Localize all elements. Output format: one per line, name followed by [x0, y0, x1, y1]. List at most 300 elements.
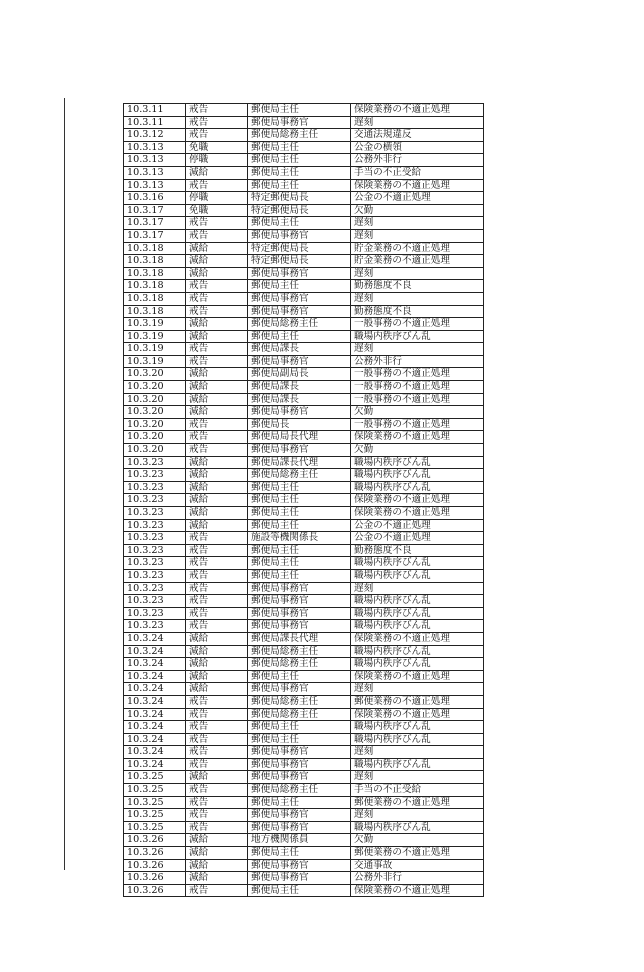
action-cell: 減給 — [186, 771, 248, 784]
table-row — [124, 318, 484, 331]
date-cell: 10.3.23 — [124, 620, 186, 633]
date-cell: 10.3.24 — [124, 733, 186, 746]
date-cell: 10.3.19 — [124, 318, 186, 331]
action-cell: 戒告 — [186, 104, 248, 117]
position-cell: 郵便局主任 — [248, 733, 351, 746]
reason-cell: 勤務態度不良 — [351, 305, 484, 318]
action-cell: 戒告 — [186, 721, 248, 734]
action-cell: 減給 — [186, 658, 248, 671]
reason-cell: 職場内秩序びん乱 — [351, 645, 484, 658]
action-cell: 減給 — [186, 683, 248, 696]
table-row — [124, 658, 484, 671]
action-cell: 減給 — [186, 469, 248, 482]
reason-cell: 保険業務の不適正処理 — [351, 884, 484, 897]
action-cell: 戒告 — [186, 884, 248, 897]
table-row — [124, 519, 484, 532]
position-cell: 郵便局事務官 — [248, 809, 351, 822]
position-cell: 郵便局主任 — [248, 796, 351, 809]
reason-cell: 遅刻 — [351, 582, 484, 595]
table-row — [124, 847, 484, 860]
date-cell: 10.3.24 — [124, 721, 186, 734]
table-row — [124, 368, 484, 381]
table-row — [124, 557, 484, 570]
reason-cell: 一般事務の不適正処理 — [351, 393, 484, 406]
table-row — [124, 532, 484, 545]
table-row — [124, 456, 484, 469]
action-cell: 減給 — [186, 393, 248, 406]
action-cell: 戒告 — [186, 607, 248, 620]
reason-cell: 保険業務の不適正処理 — [351, 179, 484, 192]
action-cell: 戒告 — [186, 292, 248, 305]
position-cell: 郵便局主任 — [248, 166, 351, 179]
table-row — [124, 821, 484, 834]
reason-cell: 遅刻 — [351, 343, 484, 356]
date-cell: 10.3.24 — [124, 708, 186, 721]
table-row — [124, 381, 484, 394]
position-cell: 郵便局主任 — [248, 544, 351, 557]
reason-cell: 手当の不正受給 — [351, 784, 484, 797]
position-cell: 郵便局課長 — [248, 343, 351, 356]
position-cell: 郵便局事務官 — [248, 746, 351, 759]
reason-cell: 職場内秩序びん乱 — [351, 595, 484, 608]
date-cell: 10.3.25 — [124, 809, 186, 822]
position-cell: 郵便局主任 — [248, 141, 351, 154]
date-cell: 10.3.19 — [124, 355, 186, 368]
table-row — [124, 595, 484, 608]
date-cell: 10.3.18 — [124, 305, 186, 318]
table-row — [124, 305, 484, 318]
table-row — [124, 154, 484, 167]
date-cell: 10.3.13 — [124, 141, 186, 154]
date-cell: 10.3.23 — [124, 569, 186, 582]
position-cell: 郵便局事務官 — [248, 821, 351, 834]
action-cell: 戒告 — [186, 280, 248, 293]
date-cell: 10.3.18 — [124, 280, 186, 293]
reason-cell: 職場内秩序びん乱 — [351, 620, 484, 633]
date-cell: 10.3.19 — [124, 343, 186, 356]
reason-cell: 公金の不適正処理 — [351, 532, 484, 545]
reason-cell: 一般事務の不適正処理 — [351, 381, 484, 394]
position-cell: 郵便局副局長 — [248, 368, 351, 381]
reason-cell: 保険業務の不適正処理 — [351, 632, 484, 645]
date-cell: 10.3.16 — [124, 192, 186, 205]
position-cell: 郵便局事務官 — [248, 859, 351, 872]
reason-cell: 職場内秩序びん乱 — [351, 607, 484, 620]
date-cell: 10.3.26 — [124, 872, 186, 885]
table-row — [124, 859, 484, 872]
position-cell: 郵便局主任 — [248, 721, 351, 734]
action-cell: 戒告 — [186, 821, 248, 834]
date-cell: 10.3.20 — [124, 431, 186, 444]
position-cell: 郵便局事務官 — [248, 758, 351, 771]
action-cell: 減給 — [186, 267, 248, 280]
position-cell: 郵便局事務官 — [248, 607, 351, 620]
action-cell: 戒告 — [186, 758, 248, 771]
date-cell: 10.3.13 — [124, 166, 186, 179]
date-cell: 10.3.23 — [124, 582, 186, 595]
reason-cell: 勤務態度不良 — [351, 280, 484, 293]
date-cell: 10.3.13 — [124, 154, 186, 167]
position-cell: 郵便局事務官 — [248, 406, 351, 419]
position-cell: 郵便局事務官 — [248, 872, 351, 885]
action-cell: 減給 — [186, 519, 248, 532]
date-cell: 10.3.12 — [124, 129, 186, 142]
action-cell: 減給 — [186, 847, 248, 860]
reason-cell: 交通事故 — [351, 859, 484, 872]
position-cell: 郵便局総務主任 — [248, 129, 351, 142]
reason-cell: 職場内秩序びん乱 — [351, 758, 484, 771]
table-row — [124, 267, 484, 280]
position-cell: 特定郵便局長 — [248, 242, 351, 255]
table-row — [124, 229, 484, 242]
date-cell: 10.3.23 — [124, 456, 186, 469]
table-row — [124, 431, 484, 444]
date-cell: 10.3.24 — [124, 695, 186, 708]
position-cell: 郵便局総務主任 — [248, 645, 351, 658]
date-cell: 10.3.17 — [124, 204, 186, 217]
position-cell: 郵便局総務主任 — [248, 695, 351, 708]
action-cell: 免職 — [186, 141, 248, 154]
date-cell: 10.3.23 — [124, 544, 186, 557]
position-cell: 郵便局主任 — [248, 330, 351, 343]
date-cell: 10.3.18 — [124, 242, 186, 255]
reason-cell: 一般事務の不適正処理 — [351, 318, 484, 331]
action-cell: 減給 — [186, 381, 248, 394]
reason-cell: 公務外非行 — [351, 872, 484, 885]
table-row — [124, 166, 484, 179]
table-row — [124, 292, 484, 305]
position-cell: 郵便局局長代理 — [248, 431, 351, 444]
action-cell: 減給 — [186, 834, 248, 847]
date-cell: 10.3.23 — [124, 519, 186, 532]
reason-cell: 職場内秩序びん乱 — [351, 658, 484, 671]
action-cell: 減給 — [186, 507, 248, 520]
table-row — [124, 343, 484, 356]
table-row — [124, 569, 484, 582]
action-cell: 戒告 — [186, 708, 248, 721]
action-cell: 減給 — [186, 318, 248, 331]
reason-cell: 職場内秩序びん乱 — [351, 469, 484, 482]
date-cell: 10.3.26 — [124, 847, 186, 860]
table-row — [124, 695, 484, 708]
action-cell: 戒告 — [186, 305, 248, 318]
reason-cell: 郵便業務の不適正処理 — [351, 796, 484, 809]
date-cell: 10.3.20 — [124, 393, 186, 406]
action-cell: 減給 — [186, 670, 248, 683]
table-row — [124, 192, 484, 205]
reason-cell: 職場内秩序びん乱 — [351, 330, 484, 343]
action-cell: 減給 — [186, 481, 248, 494]
table-row — [124, 645, 484, 658]
action-cell: 減給 — [186, 456, 248, 469]
position-cell: 郵便局総務主任 — [248, 784, 351, 797]
action-cell: 免職 — [186, 204, 248, 217]
action-cell: 戒告 — [186, 733, 248, 746]
position-cell: 郵便局事務官 — [248, 771, 351, 784]
reason-cell: 公務外非行 — [351, 154, 484, 167]
position-cell: 郵便局事務官 — [248, 229, 351, 242]
table-row — [124, 129, 484, 142]
action-cell: 戒告 — [186, 809, 248, 822]
position-cell: 郵便局主任 — [248, 481, 351, 494]
reason-cell: 欠勤 — [351, 204, 484, 217]
action-cell: 減給 — [186, 494, 248, 507]
date-cell: 10.3.24 — [124, 658, 186, 671]
table-row — [124, 632, 484, 645]
action-cell: 減給 — [186, 406, 248, 419]
date-cell: 10.3.13 — [124, 179, 186, 192]
position-cell: 郵便局事務官 — [248, 292, 351, 305]
action-cell: 戒告 — [186, 569, 248, 582]
table-row — [124, 582, 484, 595]
action-cell: 減給 — [186, 368, 248, 381]
reason-cell: 職場内秩序びん乱 — [351, 721, 484, 734]
reason-cell: 欠勤 — [351, 834, 484, 847]
position-cell: 郵便局総務主任 — [248, 658, 351, 671]
reason-cell: 郵便業務の不適正処理 — [351, 847, 484, 860]
reason-cell: 貯金業務の不適正処理 — [351, 242, 484, 255]
reason-cell: 欠勤 — [351, 444, 484, 457]
reason-cell: 保険業務の不適正処理 — [351, 431, 484, 444]
reason-cell: 欠勤 — [351, 406, 484, 419]
date-cell: 10.3.20 — [124, 444, 186, 457]
table-row — [124, 355, 484, 368]
position-cell: 郵便局事務官 — [248, 305, 351, 318]
date-cell: 10.3.17 — [124, 229, 186, 242]
position-cell: 郵便局事務官 — [248, 595, 351, 608]
reason-cell: 勤務態度不良 — [351, 544, 484, 557]
reason-cell: 遅刻 — [351, 116, 484, 129]
reason-cell: 郵便業務の不適正処理 — [351, 695, 484, 708]
date-cell: 10.3.23 — [124, 507, 186, 520]
action-cell: 戒告 — [186, 695, 248, 708]
date-cell: 10.3.20 — [124, 368, 186, 381]
reason-cell: 遅刻 — [351, 292, 484, 305]
position-cell: 郵便局課長代理 — [248, 632, 351, 645]
reason-cell: 遅刻 — [351, 229, 484, 242]
position-cell: 郵便局主任 — [248, 569, 351, 582]
position-cell: 郵便局事務官 — [248, 683, 351, 696]
reason-cell: 手当の不正受給 — [351, 166, 484, 179]
date-cell: 10.3.24 — [124, 670, 186, 683]
reason-cell: 公金の横領 — [351, 141, 484, 154]
date-cell: 10.3.25 — [124, 771, 186, 784]
position-cell: 郵便局主任 — [248, 507, 351, 520]
table-row — [124, 330, 484, 343]
table-row — [124, 494, 484, 507]
action-cell: 戒告 — [186, 544, 248, 557]
action-cell: 戒告 — [186, 431, 248, 444]
action-cell: 戒告 — [186, 595, 248, 608]
date-cell: 10.3.24 — [124, 645, 186, 658]
position-cell: 郵便局事務官 — [248, 444, 351, 457]
table-row — [124, 670, 484, 683]
table-row — [124, 469, 484, 482]
action-cell: 戒告 — [186, 582, 248, 595]
table-row — [124, 242, 484, 255]
table-row — [124, 104, 484, 117]
action-cell: 戒告 — [186, 217, 248, 230]
reason-cell: 公金の不適正処理 — [351, 192, 484, 205]
date-cell: 10.3.23 — [124, 532, 186, 545]
position-cell: 郵便局総務主任 — [248, 318, 351, 331]
position-cell: 特定郵便局長 — [248, 255, 351, 268]
date-cell: 10.3.18 — [124, 255, 186, 268]
date-cell: 10.3.23 — [124, 557, 186, 570]
action-cell: 戒告 — [186, 355, 248, 368]
position-cell: 郵便局主任 — [248, 217, 351, 230]
table-row — [124, 746, 484, 759]
reason-cell: 一般事務の不適正処理 — [351, 418, 484, 431]
date-cell: 10.3.24 — [124, 632, 186, 645]
action-cell: 減給 — [186, 330, 248, 343]
reason-cell: 公務外非行 — [351, 355, 484, 368]
action-cell: 戒告 — [186, 532, 248, 545]
position-cell: 郵便局主任 — [248, 557, 351, 570]
position-cell: 郵便局主任 — [248, 154, 351, 167]
reason-cell: 遅刻 — [351, 746, 484, 759]
reason-cell: 保険業務の不適正処理 — [351, 494, 484, 507]
table-body — [124, 104, 484, 897]
position-cell: 郵便局総務主任 — [248, 469, 351, 482]
table-row — [124, 217, 484, 230]
date-cell: 10.3.23 — [124, 481, 186, 494]
table-row — [124, 733, 484, 746]
date-cell: 10.3.26 — [124, 884, 186, 897]
reason-cell: 遅刻 — [351, 683, 484, 696]
date-cell: 10.3.23 — [124, 607, 186, 620]
date-cell: 10.3.25 — [124, 821, 186, 834]
reason-cell: 保険業務の不適正処理 — [351, 670, 484, 683]
table-row — [124, 204, 484, 217]
table-row — [124, 255, 484, 268]
position-cell: 郵便局長 — [248, 418, 351, 431]
reason-cell: 遅刻 — [351, 217, 484, 230]
reason-cell: 保険業務の不適正処理 — [351, 708, 484, 721]
reason-cell: 保険業務の不適正処理 — [351, 507, 484, 520]
date-cell: 10.3.20 — [124, 418, 186, 431]
date-cell: 10.3.26 — [124, 834, 186, 847]
reason-cell: 職場内秩序びん乱 — [351, 481, 484, 494]
position-cell: 特定郵便局長 — [248, 192, 351, 205]
date-cell: 10.3.23 — [124, 494, 186, 507]
reason-cell: 職場内秩序びん乱 — [351, 456, 484, 469]
table-row — [124, 758, 484, 771]
table-row — [124, 620, 484, 633]
position-cell: 郵便局主任 — [248, 494, 351, 507]
table-row — [124, 796, 484, 809]
table-row — [124, 507, 484, 520]
position-cell: 郵便局事務官 — [248, 267, 351, 280]
position-cell: 郵便局課長 — [248, 393, 351, 406]
position-cell: 郵便局主任 — [248, 847, 351, 860]
action-cell: 戒告 — [186, 746, 248, 759]
position-cell: 特定郵便局長 — [248, 204, 351, 217]
reason-cell: 遅刻 — [351, 267, 484, 280]
action-cell: 停職 — [186, 192, 248, 205]
reason-cell: 一般事務の不適正処理 — [351, 368, 484, 381]
reason-cell: 遅刻 — [351, 809, 484, 822]
action-cell: 戒告 — [186, 620, 248, 633]
date-cell: 10.3.25 — [124, 784, 186, 797]
position-cell: 郵便局主任 — [248, 670, 351, 683]
position-cell: 郵便局事務官 — [248, 582, 351, 595]
table-row — [124, 884, 484, 897]
action-cell: 戒告 — [186, 179, 248, 192]
date-cell: 10.3.20 — [124, 381, 186, 394]
position-cell: 郵便局主任 — [248, 104, 351, 117]
table-row — [124, 784, 484, 797]
action-cell: 減給 — [186, 859, 248, 872]
reason-cell: 職場内秩序びん乱 — [351, 557, 484, 570]
date-cell: 10.3.25 — [124, 796, 186, 809]
date-cell: 10.3.24 — [124, 746, 186, 759]
table-row — [124, 721, 484, 734]
table-row — [124, 834, 484, 847]
position-cell: 郵便局主任 — [248, 519, 351, 532]
position-cell: 郵便局課長 — [248, 381, 351, 394]
reason-cell: 交通法規違反 — [351, 129, 484, 142]
position-cell: 郵便局事務官 — [248, 116, 351, 129]
table-row — [124, 809, 484, 822]
table-row — [124, 179, 484, 192]
table-row — [124, 418, 484, 431]
date-cell: 10.3.24 — [124, 758, 186, 771]
reason-cell: 職場内秩序びん乱 — [351, 733, 484, 746]
position-cell: 郵便局主任 — [248, 884, 351, 897]
action-cell: 戒告 — [186, 784, 248, 797]
table-row — [124, 406, 484, 419]
date-cell: 10.3.26 — [124, 859, 186, 872]
date-cell: 10.3.11 — [124, 116, 186, 129]
action-cell: 戒告 — [186, 129, 248, 142]
action-cell: 減給 — [186, 872, 248, 885]
position-cell: 地方機関係員 — [248, 834, 351, 847]
position-cell: 郵便局主任 — [248, 179, 351, 192]
table-row — [124, 771, 484, 784]
action-cell: 減給 — [186, 632, 248, 645]
disciplinary-actions-table — [123, 103, 484, 897]
action-cell: 減給 — [186, 645, 248, 658]
table-row — [124, 280, 484, 293]
action-cell: 戒告 — [186, 557, 248, 570]
action-cell: 減給 — [186, 166, 248, 179]
date-cell: 10.3.18 — [124, 267, 186, 280]
action-cell: 戒告 — [186, 229, 248, 242]
reason-cell: 保険業務の不適正処理 — [351, 104, 484, 117]
action-cell: 減給 — [186, 255, 248, 268]
reason-cell: 職場内秩序びん乱 — [351, 821, 484, 834]
table-row — [124, 141, 484, 154]
date-cell: 10.3.17 — [124, 217, 186, 230]
date-cell: 10.3.24 — [124, 683, 186, 696]
table-row — [124, 607, 484, 620]
position-cell: 郵便局事務官 — [248, 620, 351, 633]
action-cell: 停職 — [186, 154, 248, 167]
table-row — [124, 872, 484, 885]
position-cell: 郵便局課長代理 — [248, 456, 351, 469]
margin-rule — [64, 98, 65, 870]
position-cell: 郵便局事務官 — [248, 355, 351, 368]
reason-cell: 貯金業務の不適正処理 — [351, 255, 484, 268]
table-row — [124, 683, 484, 696]
table-row — [124, 708, 484, 721]
action-cell: 減給 — [186, 242, 248, 255]
date-cell: 10.3.18 — [124, 292, 186, 305]
table-row — [124, 481, 484, 494]
table-row — [124, 444, 484, 457]
date-cell: 10.3.23 — [124, 469, 186, 482]
